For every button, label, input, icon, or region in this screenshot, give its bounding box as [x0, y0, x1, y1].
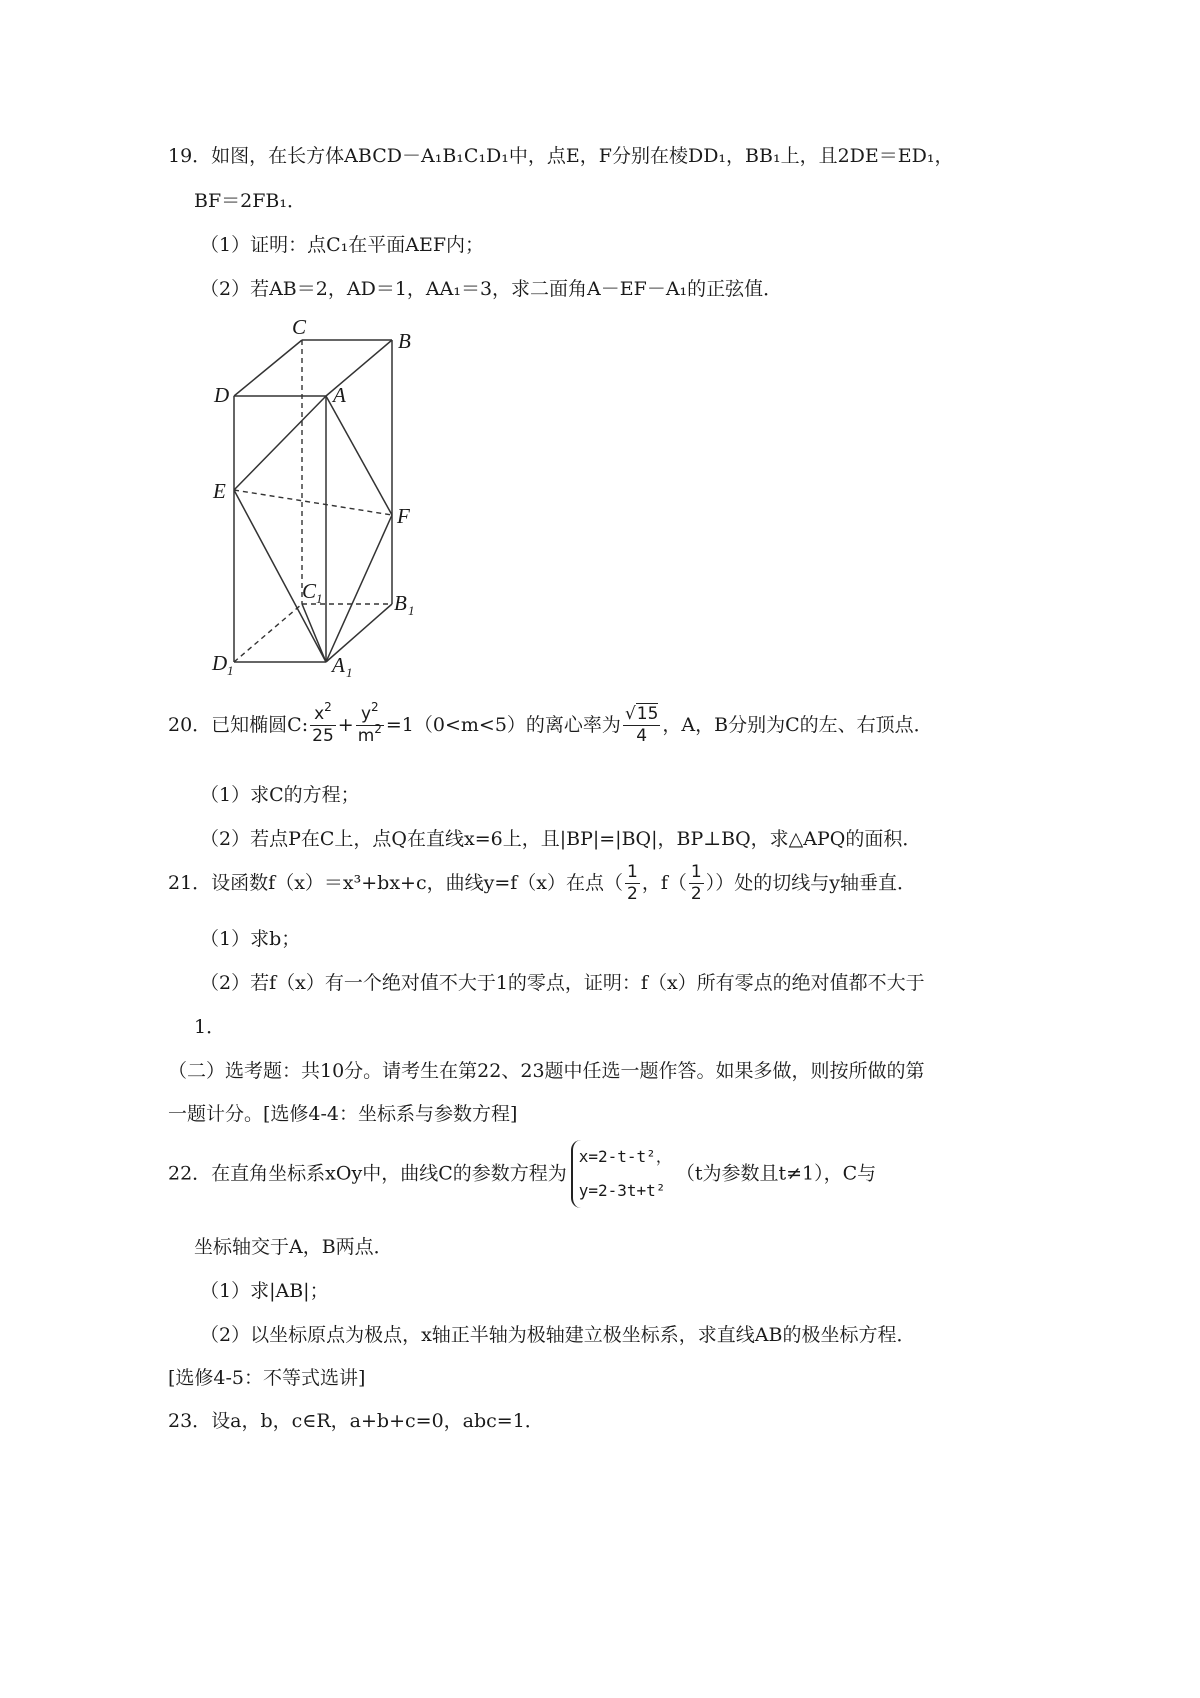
q20-eq1: =1（0<m<5）的离心率为	[385, 714, 621, 736]
edge-D1C1-hidden	[234, 604, 302, 662]
q19-stem-line2: BF＝2FB₁．	[194, 190, 306, 212]
label-B1: B	[394, 591, 407, 615]
q20-pre: 20．已知椭圆C:	[168, 714, 309, 736]
q20-post: ，A，B分别为C的左、右顶点．	[662, 714, 933, 736]
section-note-line2: 一题计分。[选修4-4：坐标系与参数方程]	[168, 1103, 518, 1125]
q22-part1: （1）求|AB|；	[200, 1280, 329, 1302]
label-A: A	[333, 383, 346, 407]
q21-stem: 21．设函数f（x）＝x³+bx+c，曲线y=f（x）在点（ $\frac{1}{2}$ ，f（ $\frac{1}{2}$ ））处的切线与y轴垂直．	[168, 862, 916, 904]
q19-stem-line1: 19．如图，在长方体ABCD－A₁B₁C₁D₁中，点E，F分别在棱DD₁，BB₁上，且2DE＝ED₁，	[168, 145, 954, 167]
q20-part1: （1）求C的方程；	[200, 784, 360, 806]
frac-half-1: $\frac{1}{2}$	[627, 862, 638, 904]
param-system: x=2-t-t²， y=2-3t+t²	[571, 1140, 672, 1208]
label-C: C	[292, 315, 307, 339]
frac-half-2: $\frac{1}{2}$	[690, 862, 702, 904]
q21-part2: （2）若f（x）有一个绝对值不大于1的零点，证明：f（x）所有零点的绝对值都不大于	[200, 972, 925, 994]
q22-stem: 22．在直角坐标系xOy中，曲线C的参数方程为 x=2-t-t²， y=2-3t+t² （t为参数且t≠1），C与	[168, 1140, 876, 1208]
label-D: D	[214, 383, 230, 407]
label-D1-sub: 1	[227, 663, 234, 678]
q23-stem: 23．设a，b，c∈R，a+b+c=0，abc=1．	[168, 1410, 544, 1432]
line-FA1	[326, 515, 392, 662]
q20-part2: （2）若点P在C上，点Q在直线x=6上，且|BP|=|BQ|，BP⊥BQ，求△APQ的面积．	[200, 828, 922, 850]
q22-stem-line2: 坐标轴交于A，B两点．	[194, 1236, 393, 1258]
label-A1-sub: 1	[346, 665, 353, 680]
line-AF	[326, 396, 392, 515]
section-note-line1: （二）选考题：共10分。请考生在第22、23题中任选一题作答。如果多做，则按所做的第	[168, 1060, 925, 1082]
frac-sqrt15-4: $\frac{√15}{4}$	[624, 704, 659, 746]
label-C1-sub: 1	[316, 591, 323, 606]
q22-part2: （2）以坐标原点为极点，x轴正半轴为极轴建立极坐标系，求直线AB的极坐标方程．	[200, 1324, 916, 1346]
line-C1A1	[302, 604, 326, 662]
label-F: F	[397, 504, 410, 528]
q21-part2-cont: 1．	[194, 1016, 226, 1038]
label-E: E	[213, 479, 226, 503]
q19-part2: （2）若AB＝2，AD＝1，AA₁＝3，求二面角A－EF－A₁的正弦值．	[200, 278, 783, 300]
label-B: B	[398, 329, 411, 353]
q19-box-figure	[0, 0, 1200, 720]
frac-y2-m2: $\frac{y^2}{m^2}$	[357, 700, 382, 746]
frac-x2-25: $\frac{x^2}{25}$	[312, 700, 334, 746]
q20-stem: 20．已知椭圆C: $\frac{x^2}{25}$ + $\frac{y^2}{m^2}$ =1（0<m<5）的离心率为 $\frac{√15}{4}$ ，A，B分别为C的左、右顶点．	[168, 700, 933, 746]
label-D1: D	[212, 651, 228, 675]
label-C1: C	[302, 579, 317, 603]
line-EA1	[234, 490, 326, 662]
label-B1-sub: 1	[408, 603, 415, 618]
edge-DC	[234, 340, 302, 396]
line-EA	[234, 396, 326, 490]
line-EF-hidden	[234, 490, 392, 515]
q19-part1: （1）证明：点C₁在平面AEF内；	[200, 234, 485, 256]
section-note-2: [选修4-5：不等式选讲]	[168, 1367, 366, 1389]
q21-part1: （1）求b；	[200, 928, 301, 950]
label-A1: A	[332, 653, 345, 677]
